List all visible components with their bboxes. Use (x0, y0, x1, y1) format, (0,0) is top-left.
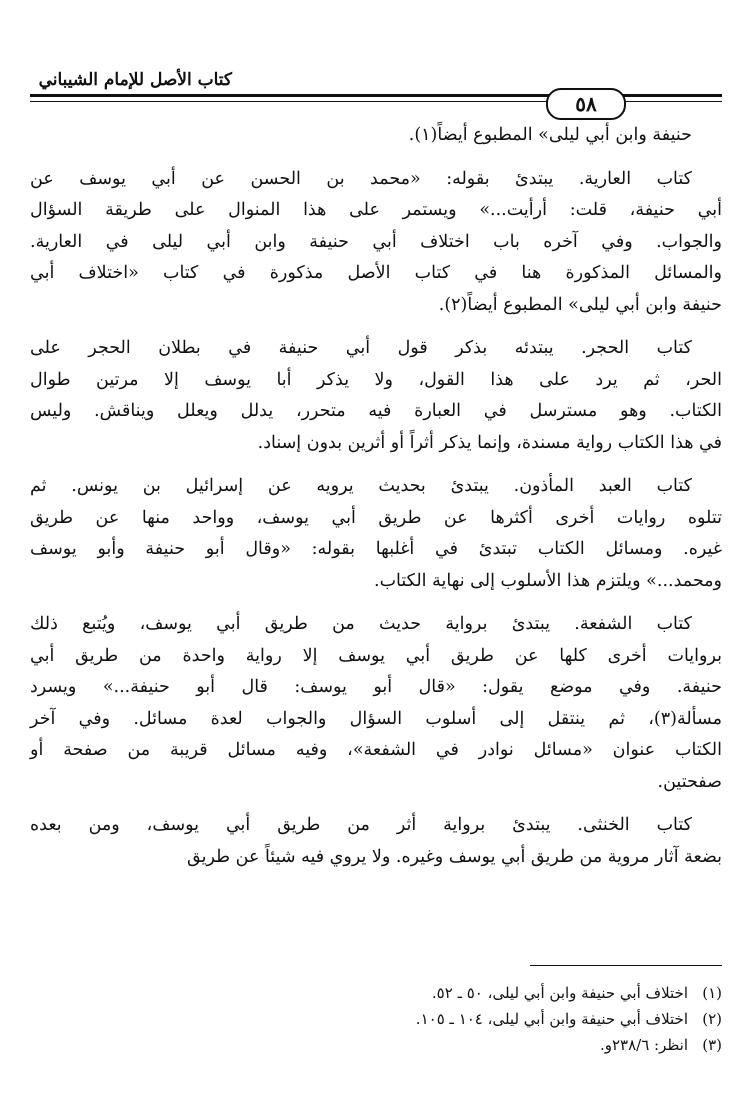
paragraph (30, 333, 722, 459)
text-line: والجواب. وفي آخره باب اختلاف أبي حنيفة وابن أبي ليلى في العارية. (30, 231, 722, 252)
text-line: بضعة آثار مروية من طريق أبي يوسف وغيره. ولا يروي فيه شيئاً عن طريق (187, 846, 722, 867)
paragraph (30, 810, 722, 873)
text-line: كتاب الحجر. يبتدئه بذكر قول أبي حنيفة في بطلان الحجر على (30, 338, 692, 358)
footnote (30, 980, 722, 1006)
text-line: صفحتين. (657, 771, 722, 792)
footnote (30, 1032, 722, 1058)
footnotes (30, 980, 722, 1058)
text-line: الكتاب عنوان «مسائل نوادر في الشفعة»، وفيه مسائل قريبة من صفحة أو (30, 740, 722, 760)
footnote-text: انظر: ٢٣٨/٦و. (599, 1036, 688, 1054)
page-number: ٥٨ (575, 92, 597, 116)
text-line: ومحمد...» ويلتزم هذا الأسلوب إلى نهاية الكتاب. (374, 570, 722, 591)
text-line: الحر، ثم يرد على هذا القول، ولا يذكر أبا يوسف إلا مرتين طوال (30, 369, 722, 390)
paragraph (30, 471, 722, 597)
paragraph (30, 609, 722, 798)
footnote-number: (٣) (702, 1036, 722, 1054)
footnote-text: اختلاف أبي حنيفة وابن أبي ليلى، ١٠٤ ـ ١٠٥. (415, 1010, 688, 1028)
page-number-badge (546, 88, 626, 120)
text-line: مسألة(٣)، ثم ينتقل إلى أسلوب السؤال والجواب لعدة مسائل. وفي آخر (30, 708, 722, 729)
text-line: أبي حنيفة، قلت: أرأيت...» ويستمر على هذا المنوال على طريقة السؤال (30, 200, 722, 220)
paragraph (30, 120, 722, 152)
text-line: الكتاب. وهو مسترسل في العبارة فيه متحرر، يدلل ويعلل ويناقش. وليس (30, 401, 722, 421)
text-line: كتاب الشفعة. يبتدئ برواية حديث من طريق أبي يوسف، ويُتبع ذلك (30, 614, 692, 634)
text-line: كتاب العبد المأذون. يبتدئ بحديث يرويه عن إسرائيل بن يونس. ثم (30, 476, 692, 496)
text-line: والمسائل المذكورة هنا في كتاب الأصل مذكورة في كتاب «اختلاف أبي (30, 263, 722, 283)
footnote-number: (١) (702, 984, 722, 1002)
text-line: غيره. ومسائل الكتاب تبتدئ في أغلبها بقوله: «وقال أبو حنيفة وأبو يوسف (30, 539, 722, 559)
footnote-text: اختلاف أبي حنيفة وابن أبي ليلى، ٥٠ ـ ٥٢. (431, 984, 688, 1002)
footnote-separator (530, 965, 722, 966)
main-text (30, 120, 722, 885)
text-line: حنيفة. وفي موضع يقول: «قال أبو يوسف: قال أبو حنيفة...» ويسرد (30, 677, 722, 697)
text-line: كتاب العارية. يبتدئ بقوله: «محمد بن الحسن عن أبي يوسف عن (30, 168, 692, 189)
paragraph (30, 164, 722, 322)
text-line: في هذا الكتاب رواية مسندة، وإنما يذكر أثراً أو أثرين بدون إسناد. (257, 432, 722, 453)
text-line: كتاب الخنثى. يبتدئ برواية أثر من طريق أبي يوسف، ومن بعده (30, 815, 692, 835)
text-line: بروايات أخرى كلها عن طريق أبي يوسف إلا رواية واحدة من طريق أبي (30, 645, 722, 666)
footnote-number: (٢) (702, 1010, 722, 1028)
footnote (30, 1006, 722, 1032)
text-line: حنيفة وابن أبي ليلى» المطبوع أيضاً(١). (408, 125, 692, 145)
text-line: حنيفة وابن أبي ليلى» المطبوع أيضاً(٢). (438, 294, 722, 315)
text-line: تتلوه روايات أخرى أكثرها عن طريق أبي يوسف، وواحد منها عن طريق (30, 507, 722, 528)
running-header-title: كتاب الأصل للإمام الشيباني (38, 70, 232, 90)
